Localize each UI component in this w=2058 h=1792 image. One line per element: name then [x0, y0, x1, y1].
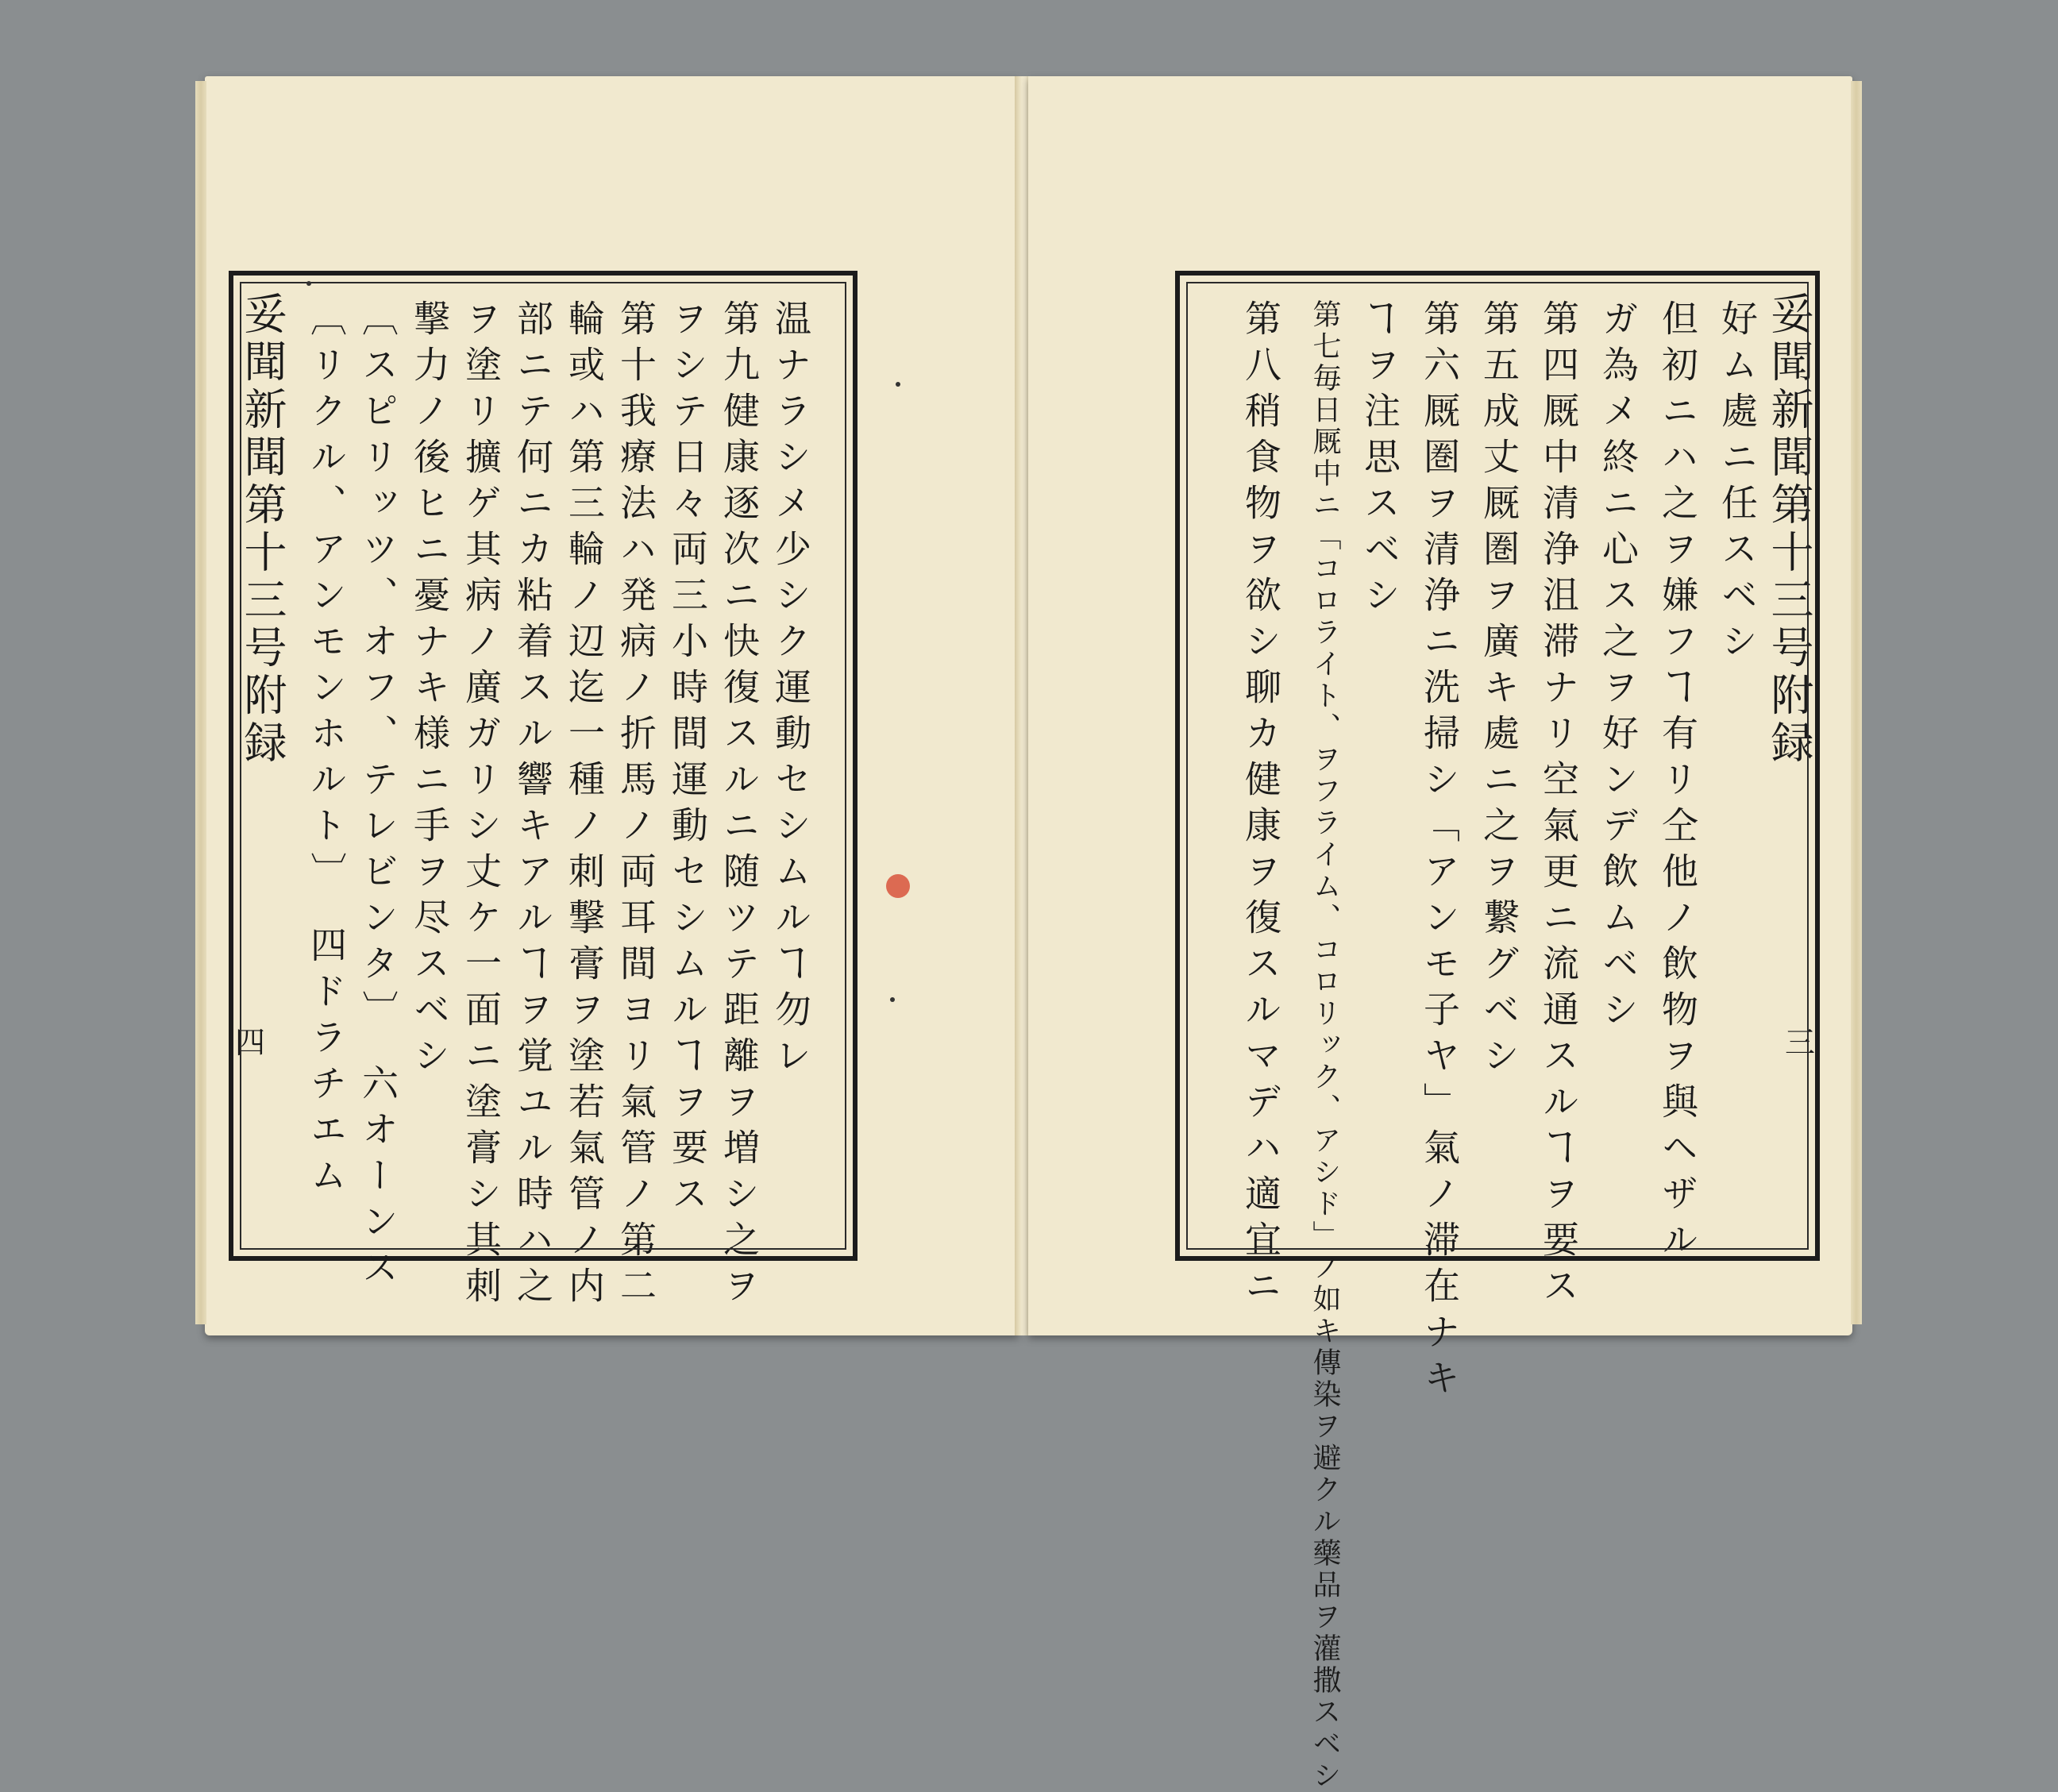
- text-column: 第八稍食物ヲ欲シ聊カ健康ヲ復スルマデハ適宜ニ: [1239, 299, 1282, 1312]
- page-number: 四: [235, 1025, 266, 1060]
- running-title: 妥聞新聞第十三号附録: [237, 291, 287, 768]
- ink-speck: [890, 997, 895, 1002]
- text-frame: [229, 271, 858, 1312]
- left-page: [205, 76, 1019, 1335]
- text-column: ガ為メ終ニ心ス之ヲ好ンデ飲ムベシ: [1597, 299, 1640, 1036]
- text-column: 第五成丈厩圏ヲ廣キ處ニ之ヲ繋グベシ: [1478, 299, 1520, 1082]
- text-frame: [1175, 271, 1820, 1792]
- text-column: 第四厩中清浄沮滞ナリ空氣更ニ流通スルヿヲ要ス: [1537, 299, 1580, 1312]
- text-column: 但初ニハ之ヲ嫌フヿ有リ仝他ノ飲物ヲ與ヘザル: [1656, 299, 1699, 1266]
- text-column: 第九健康逐次ニ快復スルニ随ツテ距離ヲ増シ之ヲ: [718, 299, 761, 1312]
- text-column: 輪或ハ第三輪ノ辺迄一種ノ刺撃膏ヲ塗若氣管ノ内: [563, 299, 606, 1312]
- running-title: 妥聞新聞第十三号附録: [1764, 291, 1814, 768]
- text-column: 部ニテ何ニカ粘着スル響キアルヿヲ覚ユル時ハ之: [511, 299, 554, 1312]
- text-column: 第七毎日厩中ニ「コロライト、ヲフライム、コロリック、アシド」ノ如キ傳染ヲ避クル藥品ヲ灌撒スベシ: [1308, 299, 1341, 1792]
- right-page: [1028, 76, 1852, 1792]
- text-column: 第六厩圏ヲ清浄ニ洗掃シ「アンモ子ヤ」氣ノ滞在ナキ: [1418, 299, 1461, 1405]
- red-seal-mark: [886, 874, 910, 898]
- text-column: ヿヲ注思スベシ: [1359, 299, 1401, 622]
- text-column: ヲシテ日々両三小時間運動セシムルヿヲ要ス: [666, 299, 709, 1220]
- page-number: 三: [1784, 1025, 1815, 1060]
- page-edge: [195, 81, 206, 1324]
- ink-speck: [306, 281, 311, 286]
- text-column: 撃力ノ後ヒニ憂ナキ様ニ手ヲ尽スベシ: [408, 299, 451, 1082]
- text-column: 〔スピリッツ、オフ、テレビンタ〕 六オーンス: [356, 299, 399, 1294]
- text-column: 温ナラシメ少シク運動セシムルヿ勿レ: [769, 299, 812, 1082]
- text-column: 好ム處ニ任スベシ: [1716, 299, 1759, 668]
- open-book: [205, 76, 1852, 1792]
- page-edge: [1851, 81, 1862, 1324]
- text-column: 第十我療法ハ発病ノ折馬ノ両耳間ヨリ氣管ノ第二: [615, 299, 657, 1312]
- text-column: ヲ塗リ擴ゲ其病ノ廣ガリシ丈ケ一面ニ塗膏シ其刺: [460, 299, 503, 1312]
- text-column: 〔リクル、アンモンホルト〕 四ドラチエム: [305, 299, 348, 1202]
- ink-speck: [896, 382, 900, 387]
